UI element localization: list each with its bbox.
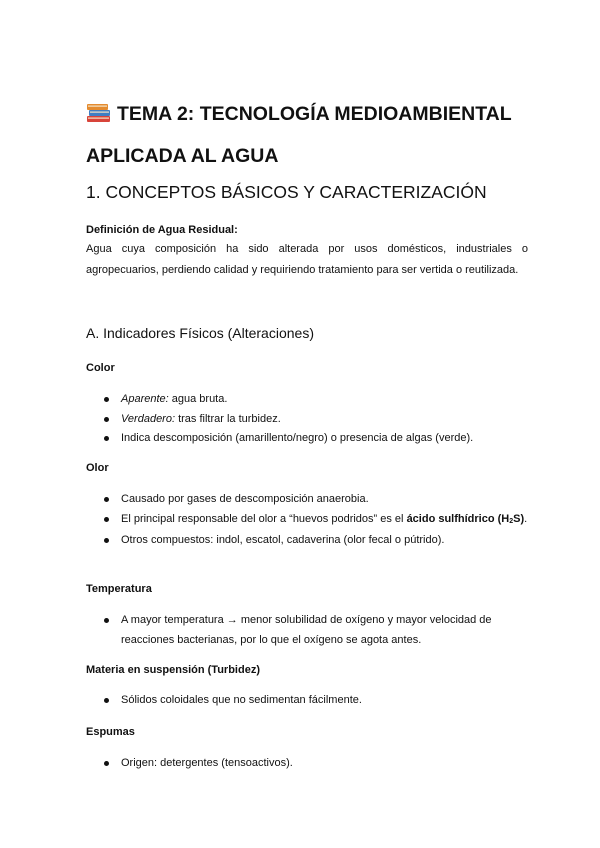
color-verdadero-text: tras filtrar la turbidez. — [175, 412, 281, 425]
heading-espumas: Espumas — [86, 726, 135, 738]
color-list — [86, 390, 528, 449]
list-item: A mayor temperatura → menor solubilidad de oxígeno y mayor velocidad de reacciones bacterianas, por lo que el oxígeno se agota antes. — [86, 611, 528, 650]
olor-item2-text: El principal responsable del olor a “huevos podridos” es el — [121, 512, 407, 525]
heading-materia-suspension: Materia en suspensión (Turbidez) — [86, 664, 260, 676]
books-icon — [86, 103, 111, 123]
list-item: Origen: detergentes (tensoactivos). — [86, 754, 528, 774]
definition-label: Definición de Agua Residual: — [86, 224, 238, 236]
list-item — [86, 410, 528, 430]
materia-list — [86, 691, 528, 711]
definition-paragraph: Agua cuya composición ha sido alterada por usos domésticos, industriales o agropecuarios, perdiendo calidad y requiriendo tratamiento para ser vertida o reutilizada. — [86, 243, 528, 276]
olor-h2s-sub: 2 — [509, 517, 514, 525]
list-item: Causado por gases de descomposición anaerobia. — [86, 490, 528, 510]
olor-h2s-end: S) — [513, 512, 525, 525]
list-item — [86, 510, 528, 532]
list-item: Otros compuestos: indol, escatol, cadaverina (olor fecal o pútrido). — [86, 531, 528, 551]
color-aparente-text: agua bruta. — [168, 393, 228, 405]
subsection-heading-indicadores-fisicos: A. Indicadores Físicos (Alteraciones) — [86, 325, 314, 341]
temperatura-list — [86, 611, 528, 650]
espumas-list — [86, 754, 528, 774]
heading-temperatura: Temperatura — [86, 583, 152, 595]
olor-list — [86, 490, 528, 551]
list-item: Indica descomposición (amarillento/negro) o presencia de algas (verde). — [86, 429, 528, 449]
olor-item2-end: . — [524, 512, 528, 525]
color-verdadero-term: Verdadero: — [121, 412, 176, 425]
color-aparente-term: Aparente: — [121, 393, 169, 405]
heading-color: Color — [86, 362, 115, 374]
page-title — [86, 93, 546, 177]
olor-h2s-term — [406, 512, 528, 525]
heading-olor: Olor — [86, 462, 109, 474]
list-item: Sólidos coloidales que no sedimentan fácilmente. — [86, 691, 528, 711]
section-heading-conceptos: 1. CONCEPTOS BÁSICOS Y CARACTERIZACIÓN — [86, 182, 487, 202]
olor-h2s-start: ácido sulfhídrico (H — [406, 512, 510, 525]
page-title-text: TEMA 2: TECNOLOGÍA MEDIOAMBIENTAL APLICADA AL AGUA — [86, 103, 512, 167]
list-item — [86, 390, 528, 410]
